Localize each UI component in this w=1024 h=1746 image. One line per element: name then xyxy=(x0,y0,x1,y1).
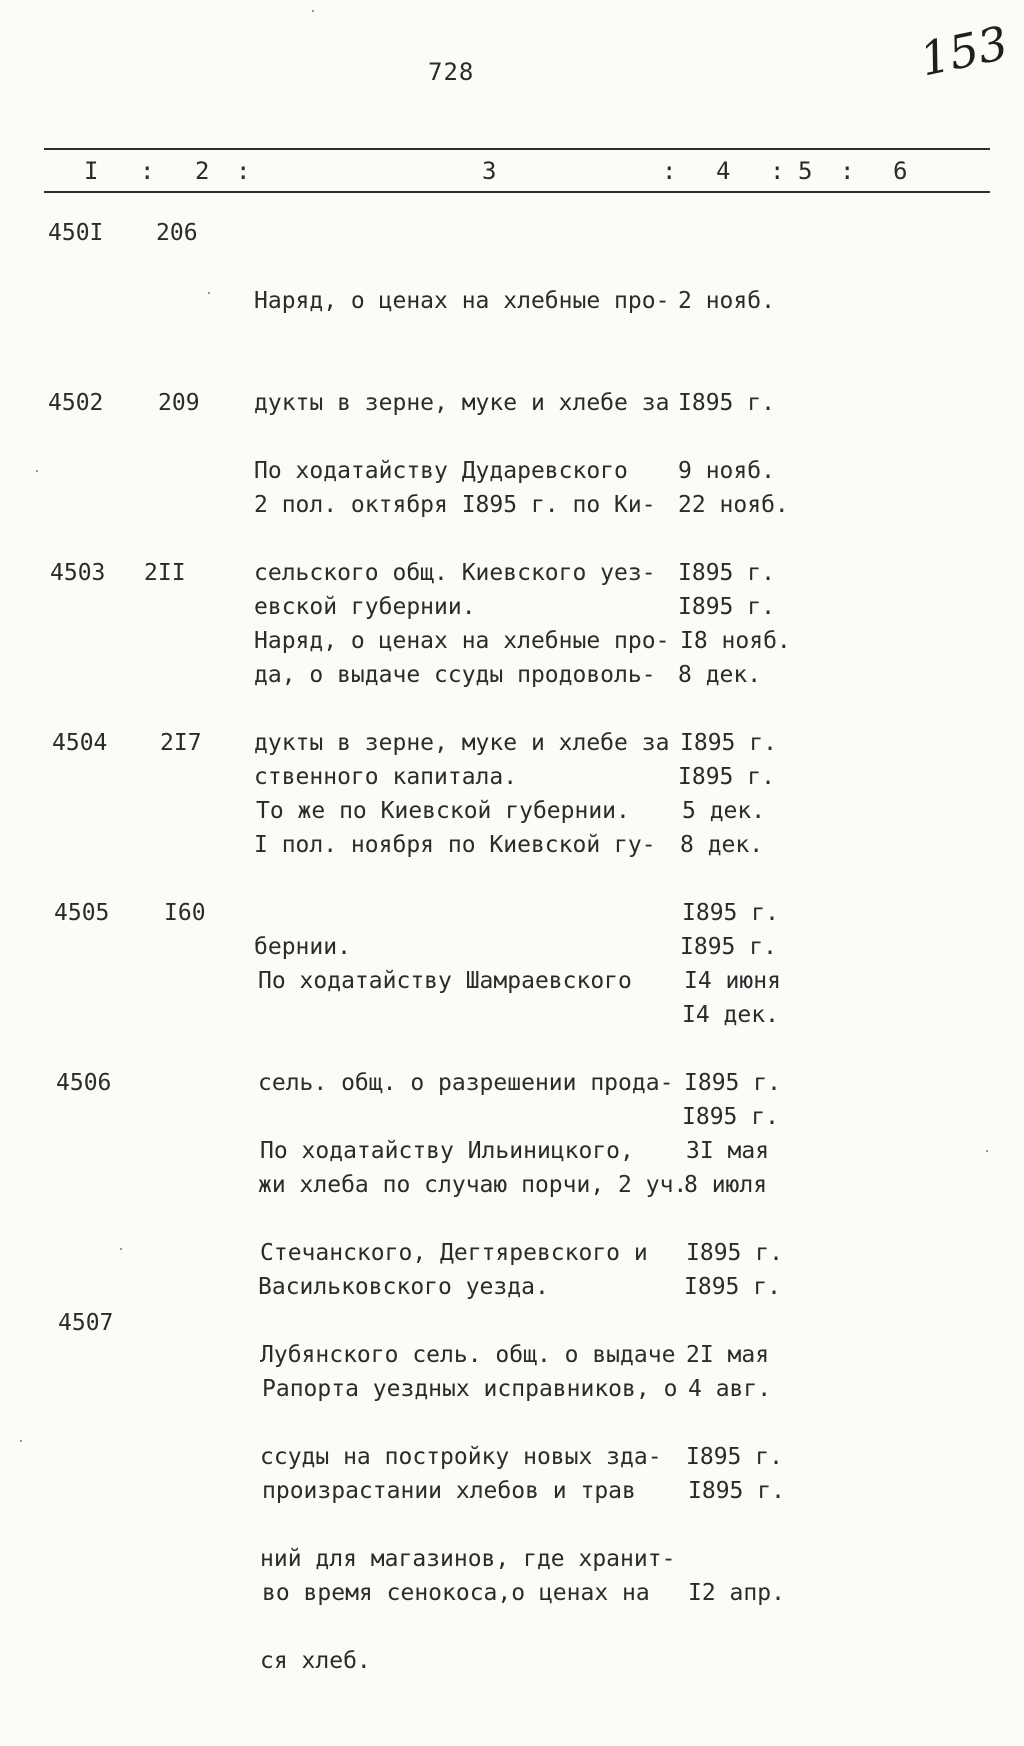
date-line: 8 июля xyxy=(684,1172,768,1198)
title-line: То же по Киевской губернии. xyxy=(256,798,630,824)
title-line: сель. общ. о разрешении прода- xyxy=(258,1070,674,1096)
original-number: 206 xyxy=(156,220,198,246)
date-line: I4 дек. xyxy=(682,1002,779,1028)
inventory-number: 4506 xyxy=(56,1070,112,1096)
title-line: дукты в зерне, муке и хлебе за xyxy=(254,730,670,756)
record-dates xyxy=(688,1304,785,1678)
date-line: I895 г. xyxy=(684,1070,781,1096)
date-line: 9 нояб. xyxy=(678,458,775,484)
inventory-number: 4503 xyxy=(50,560,106,586)
date-line: I8 нояб. xyxy=(680,628,791,654)
title-line: ственного капитала. xyxy=(254,764,518,790)
title-line: ссуды на постройку новых зда- xyxy=(260,1444,662,1470)
scan-speck xyxy=(208,292,210,294)
date-line: I895 г. xyxy=(680,934,777,960)
column-separator: : xyxy=(840,157,855,185)
inventory-number: 4505 xyxy=(54,900,110,926)
inventory-number: 4504 xyxy=(52,730,108,756)
title-line: да, о выдаче ссуды продоволь- xyxy=(254,662,656,688)
column-header-1: I xyxy=(84,157,99,185)
inventory-number: 4502 xyxy=(48,390,104,416)
date-line: I2 апр. xyxy=(688,1580,785,1606)
scan-speck xyxy=(36,470,38,472)
title-line: дукты в зерне, муке и хлебе за xyxy=(254,390,670,416)
title-line: Стечанского, Дегтяревского и xyxy=(260,1240,648,1266)
title-line: Наряд, о ценах на хлебные про- xyxy=(254,628,670,654)
date-line: I895 г. xyxy=(682,900,779,926)
title-line: ний для магазинов, где хранит- xyxy=(260,1546,676,1572)
title-line: Васильковского уезда. xyxy=(258,1274,549,1300)
title-line: I пол. ноября по Киевской гу- xyxy=(254,832,656,858)
original-number: 209 xyxy=(158,390,200,416)
column-separator: : xyxy=(236,157,251,185)
title-line: сельского общ. Киевского уез- xyxy=(254,560,656,586)
date-line: I895 г. xyxy=(678,560,775,586)
title-line: По ходатайству Шамраевского xyxy=(258,968,632,994)
column-header-5: 5 xyxy=(798,157,813,185)
title-line: 2 пол. октября I895 г. по Ки- xyxy=(254,492,656,518)
title-line: во время сенокоса,о ценах на xyxy=(262,1580,650,1606)
record-title xyxy=(256,726,630,896)
original-number: I60 xyxy=(164,900,206,926)
title-line: евской губернии. xyxy=(254,594,476,620)
header-top-rule xyxy=(44,148,990,150)
title-line: По ходатайству Ильиницкого, xyxy=(260,1138,634,1164)
scan-speck xyxy=(986,1150,988,1152)
title-line: бернии. xyxy=(254,934,351,960)
date-line: 8 дек. xyxy=(678,662,762,688)
title-line: жи хлеба по случаю порчи, 2 уч. xyxy=(258,1172,688,1198)
column-separator: : xyxy=(140,157,155,185)
inventory-number: 4507 xyxy=(58,1310,114,1336)
column-header-2: 2 xyxy=(195,157,210,185)
title-line: произрастании хлебов и трав xyxy=(262,1478,636,1504)
header-bottom-rule xyxy=(44,191,990,193)
column-header-4: 4 xyxy=(716,157,731,185)
date-line: I895 г. xyxy=(686,1240,783,1266)
record-title xyxy=(262,1304,677,1678)
inventory-number: 450I xyxy=(48,220,104,246)
date-line: I895 г. xyxy=(684,1274,781,1300)
date-line: 4 авг. xyxy=(688,1376,772,1402)
date-line: I895 г. xyxy=(686,1444,783,1470)
column-header-6: 6 xyxy=(893,157,908,185)
date-line: 2I мая xyxy=(686,1342,770,1368)
title-line: ся хлеб. xyxy=(260,1648,371,1674)
title-line: Рапорта уездных исправников, о xyxy=(262,1376,678,1402)
date-line: I895 г. xyxy=(682,1104,779,1130)
title-line: Лубянского сель. общ. о выдаче xyxy=(260,1342,676,1368)
title-line: Наряд, о ценах на хлебные про- xyxy=(254,288,670,314)
page-number: 728 xyxy=(428,58,475,86)
date-line: I895 г. xyxy=(678,594,775,620)
scan-speck xyxy=(20,1440,22,1442)
column-header-3: 3 xyxy=(482,157,497,185)
handwritten-archive-number: 153 xyxy=(915,15,1013,87)
date-line: I895 г. xyxy=(678,390,775,416)
date-line: 2 нояб. xyxy=(678,288,775,314)
original-number: 2I7 xyxy=(160,730,202,756)
original-number: 2II xyxy=(144,560,186,586)
date-line: I895 г. xyxy=(678,764,775,790)
column-separator: : xyxy=(662,157,677,185)
date-line: 5 дек. xyxy=(682,798,766,824)
date-line: 3I мая xyxy=(686,1138,770,1164)
scan-speck xyxy=(312,10,314,12)
date-line: I4 июня xyxy=(684,968,781,994)
title-line: По ходатайству Дударевского xyxy=(254,458,628,484)
scan-speck xyxy=(120,1248,122,1250)
column-separator: : xyxy=(770,157,785,185)
date-line: 22 нояб. xyxy=(678,492,789,518)
date-line: I895 г. xyxy=(680,730,777,756)
date-line: I895 г. xyxy=(688,1478,785,1504)
date-line: 8 дек. xyxy=(680,832,764,858)
